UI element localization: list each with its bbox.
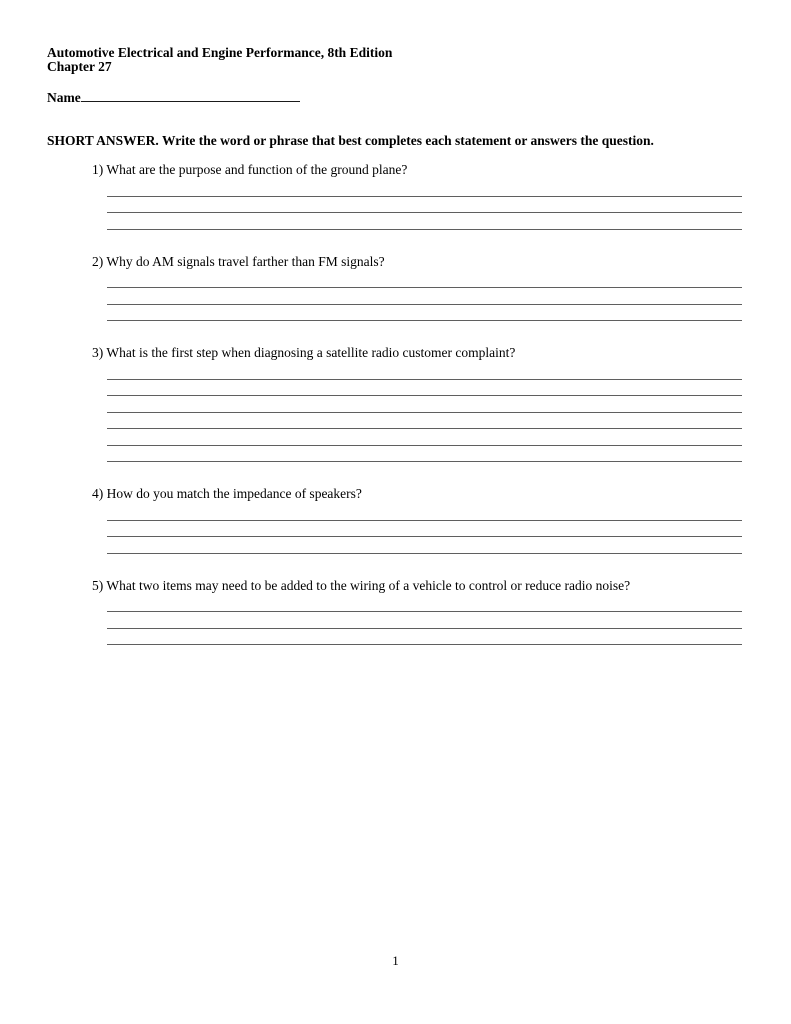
question-item <box>92 579 742 646</box>
answer-line <box>107 521 742 538</box>
question-item <box>92 487 742 554</box>
instructions-heading: SHORT ANSWER. Write the word or phrase that best completes each statement or answers the question. <box>47 133 654 148</box>
answer-line <box>107 180 742 197</box>
page-number: 1 <box>392 953 399 968</box>
name-label: Name <box>47 90 81 105</box>
name-row <box>47 89 300 105</box>
question-text: 4) How do you match the impedance of speakers? <box>92 486 362 501</box>
answer-line <box>107 446 742 463</box>
question-text: 3) What is the first step when diagnosing a satellite radio customer complaint? <box>92 345 516 360</box>
answer-line <box>107 429 742 446</box>
question-item <box>92 255 742 322</box>
answer-lines <box>107 504 742 554</box>
answer-line <box>107 413 742 430</box>
answer-lines <box>107 180 742 230</box>
answer-line <box>107 272 742 289</box>
answer-line <box>107 596 742 613</box>
header-chapter: Chapter 27 <box>47 59 112 74</box>
answer-line <box>107 213 742 230</box>
answer-line <box>107 396 742 413</box>
name-blank-line <box>81 89 300 102</box>
answer-line <box>107 363 742 380</box>
answer-line <box>107 197 742 214</box>
answer-line <box>107 612 742 629</box>
answer-line <box>107 288 742 305</box>
answer-lines <box>107 363 742 462</box>
question-text: 2) Why do AM signals travel farther than FM signals? <box>92 253 385 269</box>
answer-line <box>107 380 742 397</box>
question-text: 5) What two items may need to be added to the wiring of a vehicle to control or reduce radio noise? <box>92 577 631 593</box>
question-text: 1) What are the purpose and function of the ground plane? <box>92 162 408 177</box>
answer-line <box>107 305 742 322</box>
question-item <box>92 346 742 462</box>
header-title: Automotive Electrical and Engine Performance, 8th Edition <box>47 45 393 60</box>
answer-line <box>107 504 742 521</box>
document-header <box>47 46 392 74</box>
questions-list <box>92 163 742 670</box>
question-item <box>92 163 742 230</box>
answer-lines <box>107 272 742 322</box>
answer-line <box>107 537 742 554</box>
answer-lines <box>107 596 742 646</box>
answer-line <box>107 629 742 646</box>
